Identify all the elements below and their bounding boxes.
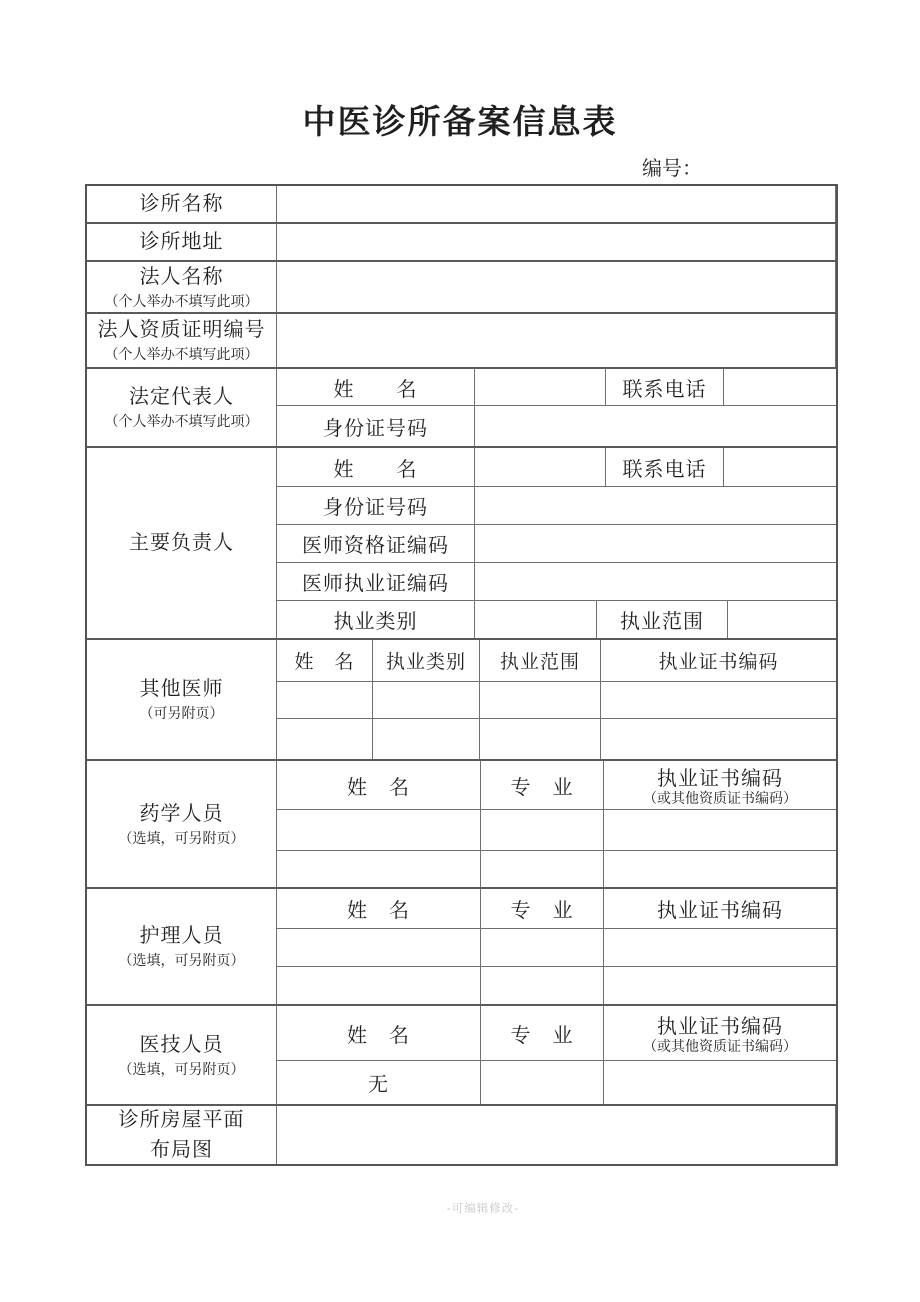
floor-plan-value-cell [277, 1106, 836, 1164]
legal-person-name-label-cell [87, 262, 277, 312]
nursing-r2-name-cell [277, 967, 481, 1004]
other-doctors-r1-name-cell [277, 682, 373, 718]
other-doctors-col-cert: 执业证书编码 [658, 652, 779, 673]
principal-id-value-cell [475, 487, 836, 524]
principal-label-cell [87, 448, 277, 638]
nursing-staff-col-major: 专 业 [481, 889, 604, 928]
principal-practice-cert-row [277, 562, 836, 600]
pharmacy-r1-name-cell [277, 810, 481, 850]
pharmacy-staff-col-cert [604, 761, 836, 809]
nursing-staff-row-1 [277, 928, 836, 966]
principal-category-row [277, 600, 836, 638]
row-medtech-staff [87, 1004, 836, 1104]
other-doctors-r2-name-cell [277, 719, 373, 759]
legal-rep-name-label: 姓 名 [277, 369, 475, 405]
nursing-r1-major-cell [481, 929, 604, 966]
pharmacy-staff-header-row [277, 761, 836, 809]
legal-rep-label-cell [87, 369, 277, 446]
principal-qual-cert-label: 医师资格证编码 [277, 525, 475, 562]
pharmacy-staff-row-2 [277, 850, 836, 887]
principal-scope-label: 执业范围 [597, 601, 728, 638]
pharmacy-staff-col-cert-title: 执业证书编码 [657, 767, 783, 790]
row-principal [87, 446, 836, 638]
nursing-r1-name-cell [277, 929, 481, 966]
clinic-address-label-cell [87, 224, 277, 260]
row-clinic-address [87, 222, 836, 260]
form-title: 中医诊所备案信息表 [302, 105, 618, 141]
medtech-staff-col-cert-title: 执业证书编码 [657, 1015, 783, 1038]
other-doctors-r2-cert-cell [601, 719, 836, 759]
pharmacy-r2-major-cell [481, 851, 604, 887]
pharmacy-staff-col-cert-sub: （或其他资质证书编码） [643, 791, 797, 807]
medtech-staff-label-cell [87, 1006, 277, 1104]
nursing-staff-label-cell [87, 889, 277, 1004]
floor-plan-label: 诊所房屋平面布局图 [118, 1109, 245, 1161]
legal-person-name-value-cell [277, 262, 836, 312]
nursing-r2-major-cell [481, 967, 604, 1004]
legal-person-name-note: （个人举办不填写此项） [104, 294, 259, 310]
principal-label: 主要负责人 [129, 532, 234, 554]
legal-person-cert-no-note: （个人举办不填写此项） [104, 348, 259, 363]
row-clinic-name [87, 186, 836, 222]
legal-rep-name-value-cell [475, 369, 606, 405]
other-doctors-label-cell [87, 640, 277, 759]
clinic-name-label-cell [87, 186, 277, 222]
nursing-r1-cert-cell [604, 929, 836, 966]
form-table [85, 184, 838, 1166]
medtech-none-value: 无 [277, 1061, 481, 1104]
medtech-staff-col-major: 专 业 [481, 1006, 604, 1060]
other-doctors-r1-scope-cell [480, 682, 601, 718]
pharmacy-r1-cert-cell [604, 810, 836, 850]
nursing-staff-col-name: 姓 名 [277, 889, 481, 928]
principal-phone-value-cell [724, 448, 836, 486]
other-doctors-note: （可另附页） [139, 707, 224, 722]
medtech-staff-label: 医技人员 [139, 1033, 224, 1056]
medtech-staff-col-cert-sub: （或其他资质证书编码） [643, 1039, 797, 1055]
watermark: -可编辑修改- [446, 1203, 520, 1215]
other-doctors-header-row [277, 640, 836, 681]
other-doctors-row-2 [277, 718, 836, 759]
other-doctors-col-name: 姓 名 [277, 640, 373, 681]
legal-rep-id-row [277, 405, 836, 446]
pharmacy-staff-col-major: 专 业 [481, 761, 604, 809]
principal-category-value-cell [475, 601, 597, 638]
nursing-staff-label: 护理人员 [139, 925, 224, 947]
pharmacy-staff-row-1 [277, 809, 836, 850]
principal-qual-cert-row [277, 524, 836, 562]
medtech-staff-header-row [277, 1006, 836, 1060]
nursing-staff-header-row [277, 889, 836, 928]
legal-person-cert-no-label-cell [87, 314, 277, 367]
principal-practice-cert-value-cell [475, 563, 836, 600]
legal-person-name-label: 法人名称 [139, 265, 224, 288]
medtech-staff-col-name: 姓 名 [277, 1006, 481, 1060]
row-floor-plan [87, 1104, 836, 1164]
nursing-r2-cert-cell [604, 967, 836, 1004]
nursing-staff-col-cert: 执业证书编码 [657, 900, 783, 922]
medtech-r1-cert-cell [604, 1061, 836, 1104]
number-line [85, 156, 838, 184]
row-pharmacy-staff [87, 759, 836, 887]
principal-id-label: 身份证号码 [277, 487, 475, 524]
row-legal-rep [87, 367, 836, 446]
principal-name-label: 姓 名 [277, 448, 475, 486]
legal-rep-id-value-cell [475, 406, 836, 446]
principal-phone-label: 联系电话 [606, 448, 724, 486]
legal-person-cert-no-value-cell [277, 314, 836, 367]
other-doctors-r2-scope-cell [480, 719, 601, 759]
legal-rep-note: （个人举办不填写此项） [104, 415, 259, 430]
medtech-staff-col-cert [604, 1006, 836, 1060]
nursing-staff-note: （选填，可另附页） [118, 954, 245, 969]
other-doctors-row-1 [277, 681, 836, 718]
medtech-staff-row-1 [277, 1060, 836, 1104]
other-doctors-label: 其他医师 [139, 678, 224, 700]
other-doctors-r2-category-cell [373, 719, 480, 759]
legal-person-cert-no-label: 法人资质证明编号 [97, 319, 266, 341]
principal-name-value-cell [475, 448, 606, 486]
clinic-address-label: 诊所地址 [139, 231, 224, 253]
pharmacy-staff-label: 药学人员 [139, 802, 224, 825]
row-nursing-staff [87, 887, 836, 1004]
principal-practice-cert-label: 医师执业证编码 [277, 563, 475, 600]
principal-id-row [277, 486, 836, 524]
principal-scope-value-cell [728, 601, 836, 638]
other-doctors-r1-cert-cell [601, 682, 836, 718]
other-doctors-col-category: 执业类别 [373, 640, 480, 681]
pharmacy-staff-col-name: 姓 名 [277, 761, 481, 809]
number-label: 编号： [642, 158, 702, 180]
nursing-staff-row-2 [277, 966, 836, 1004]
clinic-address-value-cell [277, 224, 836, 260]
legal-rep-phone-label: 联系电话 [606, 369, 724, 405]
row-legal-person-name [87, 260, 836, 312]
legal-rep-phone-value-cell [724, 369, 836, 405]
other-doctors-r1-category-cell [373, 682, 480, 718]
legal-rep-label: 法定代表人 [129, 386, 234, 408]
medtech-staff-note: （选填，可另附页） [118, 1062, 245, 1078]
other-doctors-col-scope: 执业范围 [480, 640, 601, 681]
medtech-r1-major-cell [481, 1061, 604, 1104]
legal-rep-name-row [277, 369, 836, 405]
clinic-name-label: 诊所名称 [139, 193, 224, 215]
pharmacy-r2-cert-cell [604, 851, 836, 887]
clinic-name-value-cell [277, 186, 836, 222]
row-other-doctors [87, 638, 836, 759]
row-legal-person-cert-no [87, 312, 836, 367]
pharmacy-staff-label-cell [87, 761, 277, 887]
pharmacy-r2-name-cell [277, 851, 481, 887]
form-sheet [85, 156, 838, 1166]
pharmacy-r1-major-cell [481, 810, 604, 850]
principal-category-label: 执业类别 [277, 601, 475, 638]
principal-name-row [277, 448, 836, 486]
principal-qual-cert-value-cell [475, 525, 836, 562]
pharmacy-staff-note: （选填，可另附页） [118, 831, 245, 847]
legal-rep-id-label: 身份证号码 [277, 406, 475, 446]
floor-plan-label-cell [87, 1106, 277, 1164]
